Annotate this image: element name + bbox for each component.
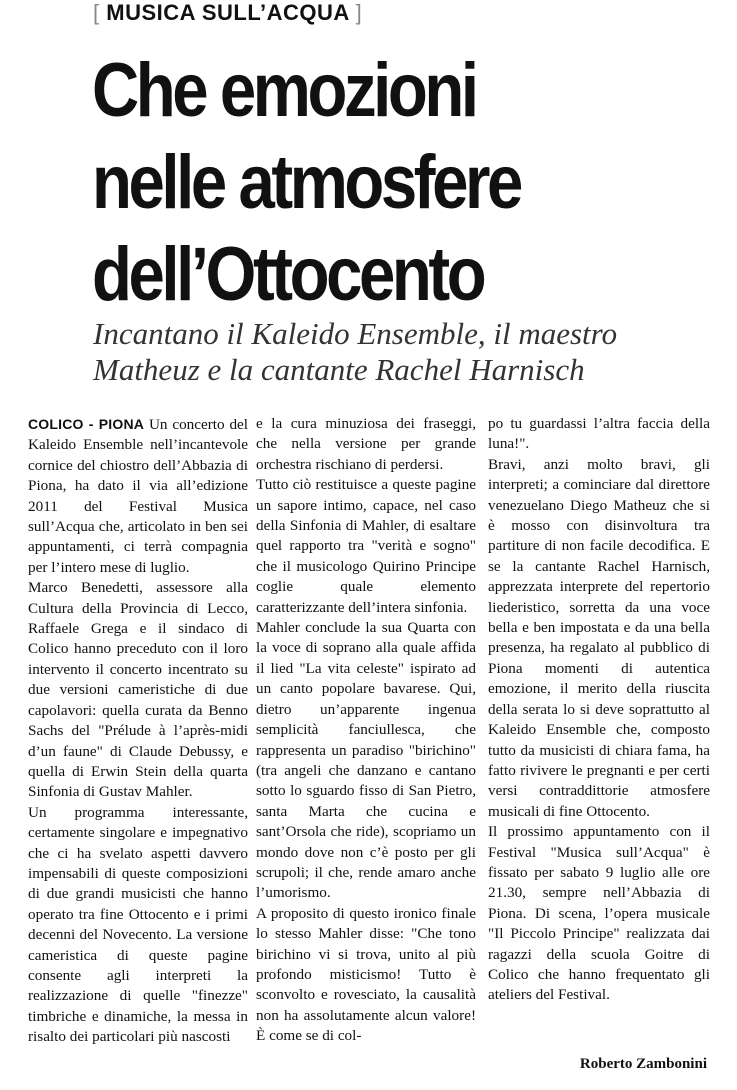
article-paragraph: Tutto ciò restituisce a queste pagine un sapore intimo, capace, nel caso della Sinfonia di Mahler, di esaltare quel rapporto tra "verità e sogno" che il musicologo Quirino Principe coglie quale elemento caratterizzante dell’intera sinfonia. <box>256 476 476 616</box>
subheadline <box>93 316 693 388</box>
article-paragraph: po tu guardassi l’altra faccia della luna!". <box>488 415 710 453</box>
paragraph-text: Un concerto del Kaleido Ensemble nell’incantevole cornice del chiostro dell’Abbazia di Piona, ha dato il via all’edizione 2011 del Festival Musica sull’Acqua che, articolato in ben sei appuntamenti, ci terrà compagnia per l’intero mese di luglio. <box>28 416 248 576</box>
article-paragraph: Il prossimo appuntamento con il Festival "Musica sull’Acqua" è fissato per sabato 9 luglio alle ore 21.30, sempre nell’Abbazia di Piona. Di scena, l’opera musicale "Il Piccolo Principe" realizzata dai ragazzi della scuola Goitre di Colico che hanno frequentato gli ateliers del Festival. <box>488 823 710 1004</box>
article-paragraph: Bravi, anzi molto bravi, gli interpreti; a cominciare dal direttore venezuelano Diego Matheuz che si è mosso con disinvoltura tra partiture di non facile decodifica. E se la cantante Rachel Harnisch, apprezzata interprete del repertorio liederistico, sorretta da una voce bella e ben impostata e da una bella presenza, ha regalato al pubblico di Piona momenti di autentica emozione, il merito della riuscita della serata lo si deve soprattutto al Kaleido Ensemble che, composto tutto da musicisti di chiara fama, ha fatto rivivere le pregnanti e per certi versi contraddittorie atmosfere musicali di fine Ottocento. <box>488 455 710 820</box>
subheadline-line-1: Incantano il Kaleido Ensemble, il maestro <box>93 316 618 351</box>
headline <box>92 45 642 321</box>
kicker-label: MUSICA SULL’ACQUA <box>106 0 350 25</box>
headline-line-3: dell’Ottocento <box>92 232 484 317</box>
subheadline-line-2: Matheuz e la cantante Rachel Harnisch <box>93 352 585 387</box>
article-paragraph: Un programma interessante, certamente singolare e impegnativo che ci ha svelato aspetti davvero impensabili di queste composizioni di due grandi musicisti che hanno operato tra fine Ottocento e i primi decenni del Novecento. La versione cameristica di queste pagine consente agli interpreti la realizzazione di quelle "finezze" timbriche e dinamiche, la messa in risalto dei particolari più nascosti <box>28 803 248 1046</box>
author-signature: Roberto Zambonini <box>579 1056 707 1072</box>
headline-line-2: nelle atmosfere <box>92 140 520 225</box>
kicker-close-bracket: ] <box>355 0 363 25</box>
dateline: COLICO - PIONA <box>28 416 145 432</box>
article-paragraph <box>28 414 248 578</box>
article-paragraph: e la cura minuziosa dei fraseggi, che nella versione per grande orchestra rischiano di perdersi. <box>256 415 476 473</box>
headline-line-1: Che emozioni <box>92 48 476 133</box>
article-paragraph: Mahler conclude la sua Quarta con la voce di soprano alla quale affida il lied "La vita celeste" ispirato ad un canto popolare bavarese. Qui, dietro un’apparente ingenua semplicità fanciullesca, che rappresenta un paradiso "birichino" (tra angeli che danzano e cantano sotto lo sguardo fisso di San Pietro, santa Marta che cucina e sant’Orsola che ride), scopriamo un mondo dove non c’è posto per gli scrupoli; il che, rende amaro anche l’umorismo. <box>256 619 476 902</box>
article-paragraph: A proposito di questo ironico finale lo stesso Mahler disse: "Che tono birichino vi si trova, unito al più profondo misticismo! Tutto è sconvolto e rovesciato, la causalità non ha assolutamente alcun valore! È come se di col- <box>256 904 476 1045</box>
article-paragraph: Marco Benedetti, assessore alla Cultura della Provincia di Lecco, Raffaele Grega e il sindaco di Colico hanno preceduto con il loro intervento il concerto incentrato su due versioni cameristiche di due capolavori: quella curata da Benno Sachs del "Prélude à l’après-midi d’un faune" di Claude Debussy, e quella di Erwin Stein della quarta Sinfonia di Gustav Mahler. <box>28 579 248 801</box>
article-column-3 <box>488 414 710 1006</box>
article-column-1 <box>28 414 248 1048</box>
article-column-2 <box>256 414 476 1047</box>
section-kicker <box>93 0 362 26</box>
kicker-open-bracket: [ <box>93 0 100 25</box>
